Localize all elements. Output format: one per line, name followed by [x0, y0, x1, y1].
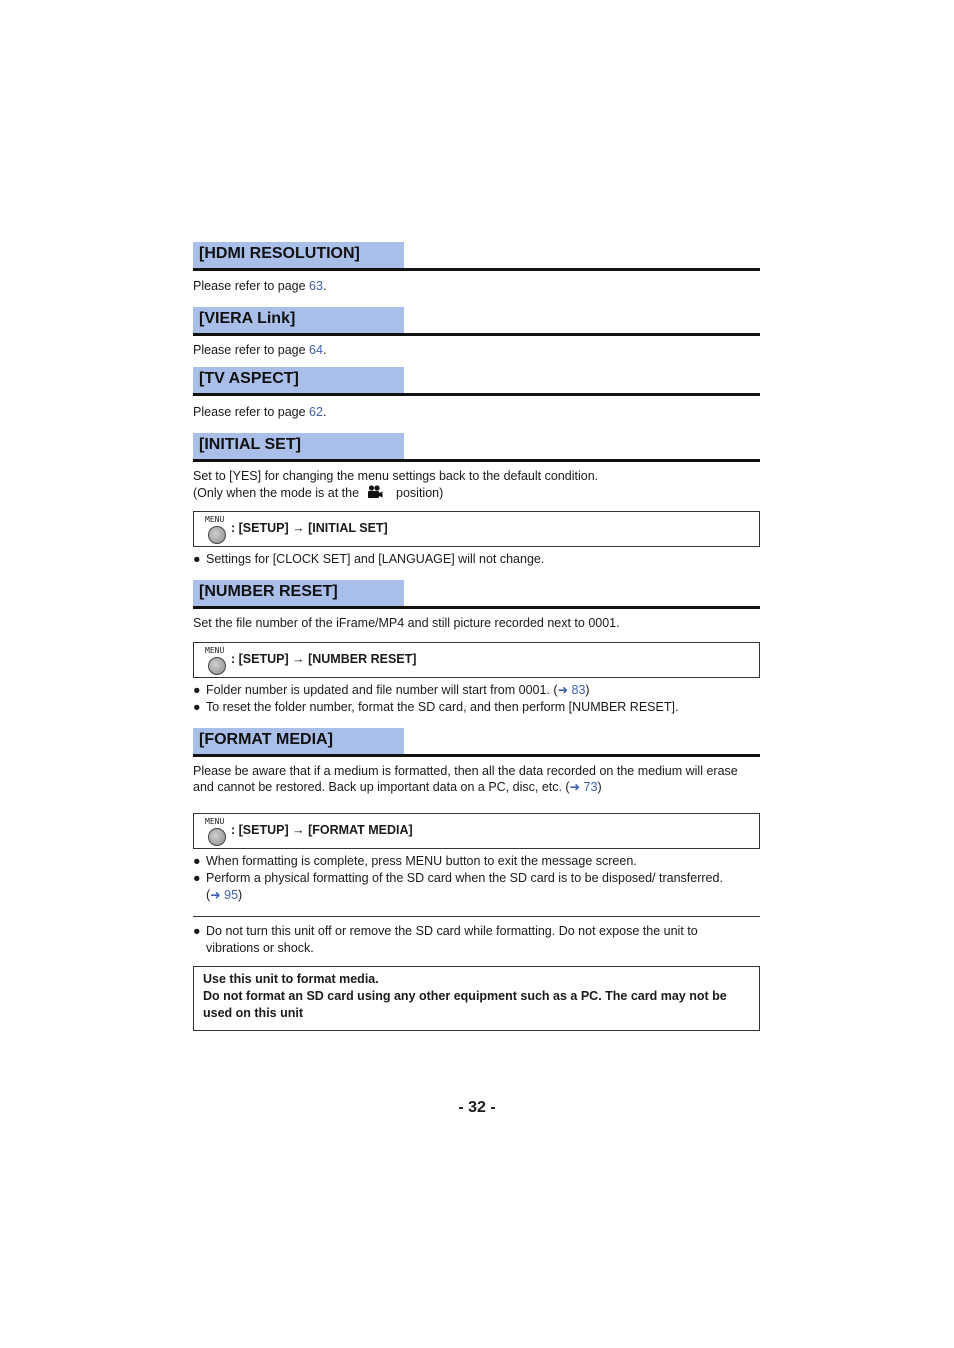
menu-path-text: : [SETUP] → [FORMAT MEDIA]	[231, 823, 413, 837]
format-warning-box	[193, 966, 760, 1031]
menu-path-text: : [SETUP] → [NUMBER RESET]	[231, 652, 417, 666]
section-title: [TV ASPECT]	[193, 367, 404, 393]
section-rule	[193, 268, 760, 271]
initial-set-line2	[193, 485, 761, 502]
viera-text	[193, 342, 761, 359]
page-ref-95[interactable]: ➜ 95	[210, 888, 239, 902]
ref-prefix: (	[206, 888, 211, 902]
page-ref-73[interactable]: ➜ 73	[569, 780, 598, 794]
bullet-dot: ●	[193, 683, 201, 697]
section-rule	[193, 393, 760, 396]
bullet-folder-number	[193, 682, 761, 699]
bullet-text-line2: vibrations or shock.	[206, 941, 314, 955]
section-title: [INITIAL SET]	[193, 433, 404, 459]
bullet-do-not-turn-off	[193, 923, 761, 957]
page-link-62[interactable]: 62	[309, 405, 323, 419]
bullet-dot: ●	[193, 700, 201, 714]
section-rule	[193, 333, 760, 336]
text-suffix: .	[322, 343, 327, 357]
note-line2: Do not format an SD card using any other equipment such as a PC. The card may not be	[203, 989, 727, 1003]
section-header-hdmi-resolution	[193, 242, 760, 270]
section-header-format-media	[193, 728, 760, 756]
menu-button-icon	[205, 515, 229, 545]
hdmi-text	[193, 278, 761, 295]
menu-path-format-media	[193, 813, 760, 849]
bullet-text: Folder number is updated and file number will start from 0001. (	[206, 683, 558, 697]
bullet-formatting-complete	[193, 853, 761, 870]
page-link-63[interactable]: 63	[309, 279, 323, 293]
menu-button-icon	[205, 646, 229, 676]
page-ref-83[interactable]: ➜ 83	[557, 683, 586, 697]
menu-icon-label: MENU	[205, 646, 225, 655]
section-header-tv-aspect	[193, 367, 760, 395]
text-prefix: Please refer to page	[193, 405, 310, 419]
bullet-text: To reset the folder number, format the SD card, and then perform [NUMBER RESET].	[206, 700, 679, 714]
tv-aspect-text	[193, 404, 761, 421]
bullet-text-suffix: )	[585, 683, 590, 697]
number-reset-line1: Set the file number of the iFrame/MP4 and still picture recorded next to 0001.	[193, 616, 620, 630]
section-header-number-reset	[193, 580, 760, 608]
bullet-text: Perform a physical formatting of the SD card when the SD card is to be disposed/ transferred.	[206, 871, 723, 885]
menu-button-icon	[205, 817, 229, 847]
section-rule	[193, 459, 760, 462]
note-line3: used on this unit	[203, 1006, 303, 1020]
page-link-64[interactable]: 64	[309, 343, 323, 357]
bullet-dot: ●	[193, 854, 201, 868]
text-prefix: Please refer to page	[193, 343, 310, 357]
bullet-reset-folder	[193, 699, 761, 716]
section-header-viera-link	[193, 307, 760, 335]
section-title: [NUMBER RESET]	[193, 580, 404, 606]
menu-icon-label: MENU	[205, 515, 225, 524]
menu-icon-label: MENU	[205, 817, 225, 826]
bullet-physical-formatting	[193, 870, 761, 904]
format-media-line1: Please be aware that if a medium is formatted, then all the data recorded on the medium will erase	[193, 764, 738, 778]
ref-suffix: )	[238, 888, 243, 902]
page-number: - 32 -	[458, 1099, 496, 1116]
section-rule	[193, 754, 760, 757]
text-prefix: Please refer to page	[193, 279, 310, 293]
text-suffix: .	[322, 405, 327, 419]
text-prefix: and cannot be restored. Back up important data on a PC, disc, etc. (	[193, 780, 570, 794]
menu-path-text: : [SETUP] → [INITIAL SET]	[231, 521, 388, 535]
bullet-clock-language	[193, 551, 761, 568]
section-header-initial-set	[193, 433, 760, 461]
text-suffix: position)	[396, 486, 444, 500]
bullet-text: When formatting is complete, press MENU button to exit the message screen.	[206, 854, 637, 868]
section-title: [HDMI RESOLUTION]	[193, 242, 404, 268]
bullet-dot: ●	[193, 552, 201, 566]
video-camera-icon	[367, 485, 383, 499]
menu-path-initial-set	[193, 511, 760, 547]
section-title: [VIERA Link]	[193, 307, 404, 333]
bullet-text: Settings for [CLOCK SET] and [LANGUAGE] will not change.	[206, 552, 545, 566]
section-title: [FORMAT MEDIA]	[193, 728, 404, 754]
note-line1: Use this unit to format media.	[203, 972, 379, 986]
menu-knob	[208, 657, 226, 675]
text-suffix: .	[322, 279, 327, 293]
bullet-dot: ●	[193, 924, 201, 938]
menu-path-number-reset	[193, 642, 760, 678]
initial-set-line1: Set to [YES] for changing the menu settings back to the default condition.	[193, 469, 599, 483]
bullet-dot: ●	[193, 871, 201, 885]
divider	[193, 916, 760, 917]
section-rule	[193, 606, 760, 609]
text-prefix: (Only when the mode is at the	[193, 486, 360, 500]
format-media-line2	[193, 779, 761, 796]
bullet-text: Do not turn this unit off or remove the SD card while formatting. Do not expose the unit to	[206, 924, 698, 938]
menu-knob	[208, 828, 226, 846]
menu-knob	[208, 526, 226, 544]
text-suffix: )	[597, 780, 602, 794]
